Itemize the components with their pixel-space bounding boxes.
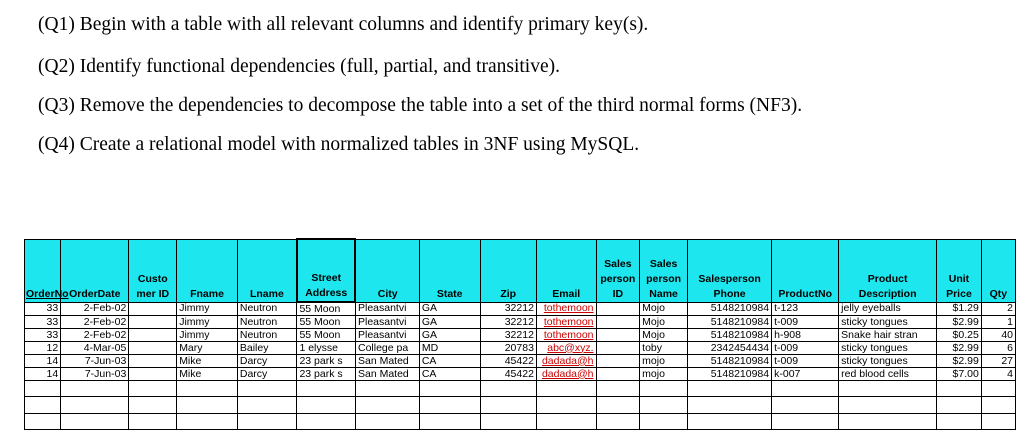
cell-customer-id [129, 316, 177, 329]
empty-cell [297, 413, 356, 429]
table-row [25, 329, 1016, 342]
blank-row [25, 413, 1016, 429]
cell-fname: Jimmy [177, 329, 238, 342]
cell-state: GA [419, 329, 480, 342]
cell-qty: 4 [981, 368, 1015, 381]
empty-cell [61, 413, 129, 429]
cell-lname: Neutron [237, 316, 297, 329]
empty-cell [640, 381, 688, 397]
cell-zip: 45422 [480, 355, 536, 368]
cell-unit-price: $0.25 [937, 329, 982, 342]
cell-qty: 1 [981, 316, 1015, 329]
empty-cell [640, 397, 688, 413]
cell-qty: 40 [981, 329, 1015, 342]
empty-cell [129, 397, 177, 413]
empty-cell [839, 397, 937, 413]
empty-cell [839, 381, 937, 397]
cell-salesperson-id [596, 355, 640, 368]
cell-product-no: k-007 [772, 368, 839, 381]
cell-state: GA [419, 302, 480, 316]
cell-order-date: 2-Feb-02 [61, 329, 129, 342]
cell-salesperson-phone: 5148210984 [688, 302, 772, 316]
cell-fname: Mike [177, 368, 238, 381]
table-row [25, 302, 1016, 316]
empty-cell [688, 381, 772, 397]
empty-cell [25, 413, 61, 429]
empty-cell [981, 413, 1015, 429]
table-row [25, 316, 1016, 329]
col-zip: Zip [480, 239, 536, 302]
cell-salesperson-id [596, 342, 640, 355]
cell-street: 23 park s [297, 368, 356, 381]
empty-cell [177, 381, 238, 397]
col-order-no: OrderNo [25, 239, 61, 302]
empty-cell [688, 397, 772, 413]
cell-salesperson-name: mojo [640, 368, 688, 381]
cell-state: CA [419, 355, 480, 368]
cell-fname: Mike [177, 355, 238, 368]
cell-lname: Darcy [237, 355, 297, 368]
cell-street: 55 Moon [297, 316, 356, 329]
empty-cell [25, 397, 61, 413]
cell-unit-price: $2.99 [937, 342, 982, 355]
cell-order-no: 14 [25, 368, 61, 381]
cell-unit-price: $2.99 [937, 316, 982, 329]
cell-customer-id [129, 355, 177, 368]
question-3: (Q3) Remove the dependencies to decompose the table into a set of the third normal forms (NF3). [38, 95, 803, 116]
cell-lname: Darcy [237, 368, 297, 381]
cell-state: CA [419, 368, 480, 381]
cell-email: dadada@h [536, 355, 596, 368]
cell-fname: Jimmy [177, 302, 238, 316]
empty-cell [419, 381, 480, 397]
empty-cell [129, 413, 177, 429]
cell-city: Pleasantvi [355, 316, 419, 329]
cell-salesperson-phone: 2342454434 [688, 342, 772, 355]
cell-product-no: t-009 [772, 316, 839, 329]
empty-cell [480, 381, 536, 397]
cell-order-date: 4-Mar-05 [61, 342, 129, 355]
cell-salesperson-id [596, 329, 640, 342]
cell-order-date: 7-Jun-03 [61, 355, 129, 368]
empty-cell [937, 413, 982, 429]
cell-zip: 32212 [480, 329, 536, 342]
cell-fname: Jimmy [177, 316, 238, 329]
cell-lname: Neutron [237, 302, 297, 316]
col-salesperson-id: Sales person ID [596, 239, 640, 302]
empty-cell [839, 413, 937, 429]
empty-cell [480, 413, 536, 429]
col-qty: Qty [981, 239, 1015, 302]
table-row [25, 355, 1016, 368]
cell-product-desc: sticky tongues [839, 316, 937, 329]
cell-customer-id [129, 342, 177, 355]
empty-cell [596, 381, 640, 397]
empty-cell [688, 413, 772, 429]
cell-unit-price: $1.29 [937, 302, 982, 316]
cell-customer-id [129, 329, 177, 342]
cell-customer-id [129, 302, 177, 316]
cell-order-date: 2-Feb-02 [61, 316, 129, 329]
empty-cell [177, 413, 238, 429]
table-row [25, 368, 1016, 381]
empty-cell [297, 397, 356, 413]
col-product-no: ProductNo [772, 239, 839, 302]
empty-cell [419, 413, 480, 429]
cell-order-date: 2-Feb-02 [61, 302, 129, 316]
col-email: Email [536, 239, 596, 302]
cell-order-no: 33 [25, 316, 61, 329]
cell-order-no: 14 [25, 355, 61, 368]
col-salesperson-phone: Salesperson Phone [688, 239, 772, 302]
cell-product-no: t-123 [772, 302, 839, 316]
cell-product-no: h-908 [772, 329, 839, 342]
empty-cell [237, 397, 297, 413]
col-state: State [419, 239, 480, 302]
empty-cell [981, 397, 1015, 413]
cell-order-date: 7-Jun-03 [61, 368, 129, 381]
cell-salesperson-name: Mojo [640, 316, 688, 329]
col-street-address: Street Address [297, 239, 356, 302]
question-4: (Q4) Create a relational model with normalized tables in 3NF using MySQL. [38, 134, 640, 155]
empty-cell [480, 397, 536, 413]
empty-cell [355, 381, 419, 397]
cell-product-no: t-009 [772, 355, 839, 368]
col-fname: Fname [177, 239, 238, 302]
cell-email: abc@xyz. [536, 342, 596, 355]
empty-cell [937, 397, 982, 413]
empty-cell [61, 397, 129, 413]
blank-row [25, 397, 1016, 413]
cell-zip: 32212 [480, 316, 536, 329]
empty-cell [419, 397, 480, 413]
cell-product-desc: sticky tongues [839, 342, 937, 355]
question-1: (Q1) Begin with a table with all relevant columns and identify primary key(s). [38, 14, 649, 35]
cell-salesperson-id [596, 368, 640, 381]
empty-cell [129, 381, 177, 397]
empty-cell [772, 381, 839, 397]
empty-cell [772, 413, 839, 429]
cell-product-no: t-009 [772, 342, 839, 355]
cell-order-no: 33 [25, 302, 61, 316]
col-city: City [355, 239, 419, 302]
cell-unit-price: $2.99 [937, 355, 982, 368]
cell-email: tothemoon [536, 329, 596, 342]
cell-salesperson-name: mojo [640, 355, 688, 368]
cell-salesperson-id [596, 302, 640, 316]
cell-city: San Mated [355, 355, 419, 368]
cell-order-no: 12 [25, 342, 61, 355]
empty-cell [640, 413, 688, 429]
empty-cell [25, 381, 61, 397]
empty-cell [596, 413, 640, 429]
cell-fname: Mary [177, 342, 238, 355]
empty-cell [937, 381, 982, 397]
empty-cell [596, 397, 640, 413]
cell-street: 55 Moon [297, 329, 356, 342]
cell-email: dadada@h [536, 368, 596, 381]
cell-state: GA [419, 316, 480, 329]
table-row [25, 342, 1016, 355]
cell-salesperson-id [596, 316, 640, 329]
empty-cell [237, 381, 297, 397]
cell-customer-id [129, 368, 177, 381]
empty-cell [536, 397, 596, 413]
cell-product-desc: sticky tongues [839, 355, 937, 368]
cell-product-desc: jelly eyeballs [839, 302, 937, 316]
cell-order-no: 33 [25, 329, 61, 342]
header-row [25, 239, 1016, 302]
empty-cell [355, 397, 419, 413]
cell-salesperson-phone: 5148210984 [688, 368, 772, 381]
cell-salesperson-name: toby [640, 342, 688, 355]
cell-lname: Bailey [237, 342, 297, 355]
cell-product-desc: Snake hair stran [839, 329, 937, 342]
cell-salesperson-phone: 5148210984 [688, 316, 772, 329]
cell-street: 23 park s [297, 355, 356, 368]
cell-salesperson-phone: 5148210984 [688, 329, 772, 342]
col-salesperson-name: Sales person Name [640, 239, 688, 302]
cell-lname: Neutron [237, 329, 297, 342]
cell-email: tothemoon [536, 302, 596, 316]
col-customer-id: Custo mer ID [129, 239, 177, 302]
empty-cell [355, 413, 419, 429]
cell-city: San Mated [355, 368, 419, 381]
cell-qty: 6 [981, 342, 1015, 355]
empty-cell [772, 397, 839, 413]
cell-city: Pleasantvi [355, 302, 419, 316]
cell-zip: 20783 [480, 342, 536, 355]
col-lname: Lname [237, 239, 297, 302]
cell-salesperson-name: Mojo [640, 329, 688, 342]
cell-street: 1 elysse [297, 342, 356, 355]
cell-email: tothemoon [536, 316, 596, 329]
col-product-description: Product Description [839, 239, 937, 302]
empty-cell [237, 413, 297, 429]
empty-cell [536, 381, 596, 397]
cell-zip: 32212 [480, 302, 536, 316]
cell-salesperson-phone: 5148210984 [688, 355, 772, 368]
cell-zip: 45422 [480, 368, 536, 381]
empty-cell [297, 381, 356, 397]
cell-qty: 2 [981, 302, 1015, 316]
cell-city: College pa [355, 342, 419, 355]
cell-salesperson-name: Mojo [640, 302, 688, 316]
empty-cell [177, 397, 238, 413]
cell-qty: 27 [981, 355, 1015, 368]
col-order-date: OrderDate [61, 239, 129, 302]
cell-product-desc: red blood cells [839, 368, 937, 381]
cell-street: 55 Moon [297, 302, 356, 316]
question-2: (Q2) Identify functional dependencies (full, partial, and transitive). [38, 56, 560, 77]
cell-unit-price: $7.00 [937, 368, 982, 381]
col-unit-price: Unit Price [937, 239, 982, 302]
blank-row [25, 381, 1016, 397]
orders-table [24, 238, 1016, 430]
empty-cell [61, 381, 129, 397]
cell-state: MD [419, 342, 480, 355]
empty-cell [981, 381, 1015, 397]
empty-cell [536, 413, 596, 429]
cell-city: Pleasantvi [355, 329, 419, 342]
